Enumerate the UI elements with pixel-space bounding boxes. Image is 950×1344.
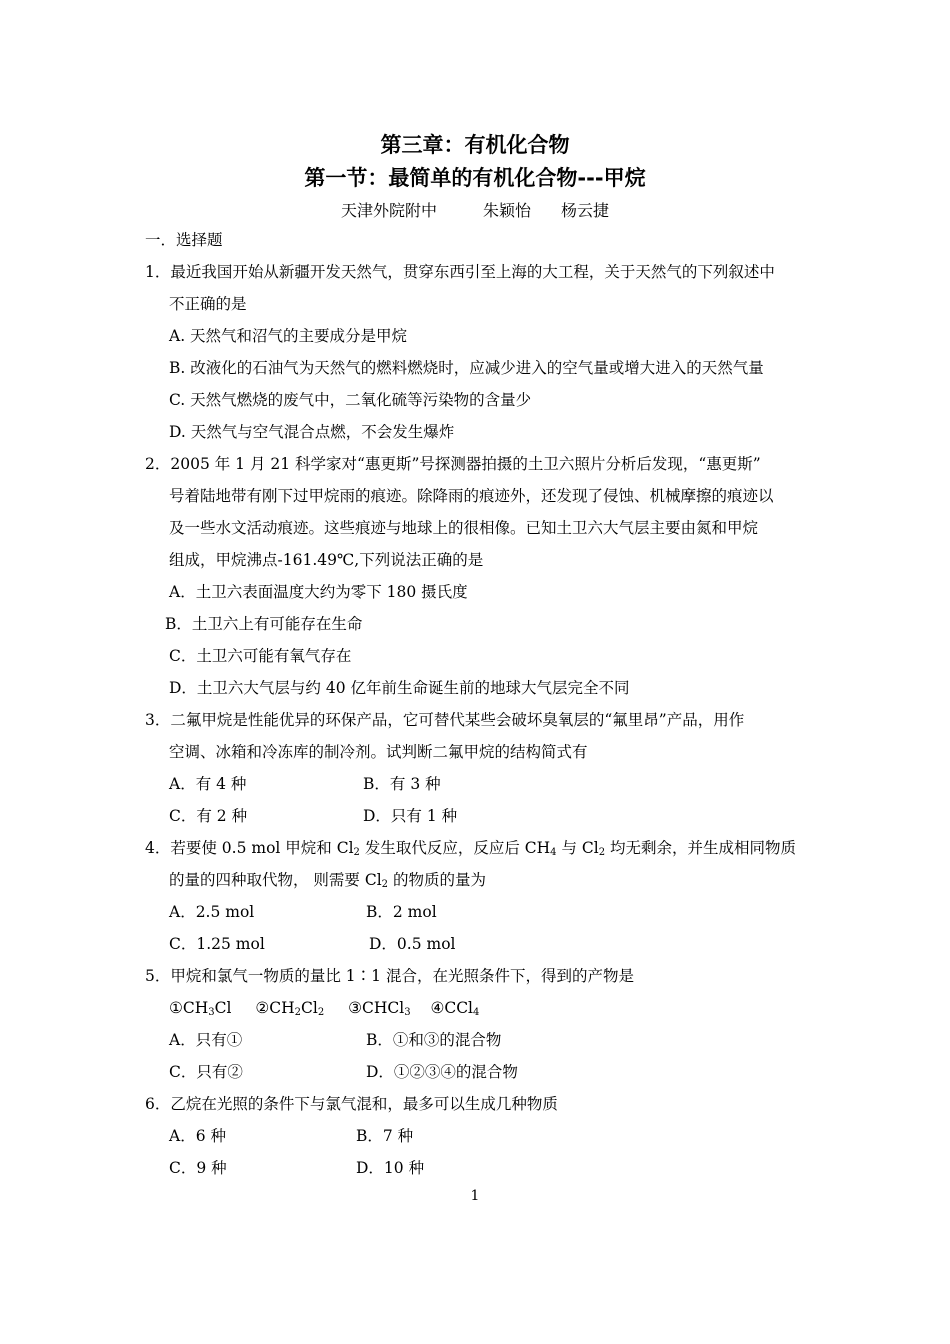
question-4-option-c: C．1.25 mol bbox=[169, 935, 265, 953]
page-number: 1 bbox=[470, 1188, 480, 1204]
product-1: $①CH_3Cl$ bbox=[169, 999, 232, 1018]
question-3-option-d: D．只有 1 种 bbox=[363, 807, 458, 825]
question-2-line-2: 号着陆地带有刚下过甲烷雨的痕迹。除降雨的痕迹外，还发现了侵蚀、机械摩擦的痕迹以 bbox=[169, 487, 774, 505]
question-1-option-d: D. 天然气与空气混合点燃，不会发生爆炸 bbox=[169, 423, 455, 441]
question-4-option-d: D．0.5 mol bbox=[369, 935, 456, 953]
question-1-option-c: C. 天然气燃烧的废气中，二氧化硫等污染物的含量少 bbox=[169, 391, 532, 409]
section-title: 第一节：最简单的有机化合物---甲烷 bbox=[304, 166, 646, 190]
question-1-option-b: B. 改液化的石油气为天然气的燃料燃烧时，应减少进入的空气量或增大进入的天然气量 bbox=[169, 359, 764, 377]
question-6-option-a: A．6 种 bbox=[169, 1127, 226, 1145]
question-3-option-c: C．有 2 种 bbox=[169, 807, 248, 825]
question-1-line-2: 不正确的是 bbox=[169, 295, 247, 313]
product-4: ④CCl$_4$ bbox=[430, 999, 480, 1018]
question-5-option-d: D．①②③④的混合物 bbox=[366, 1063, 518, 1081]
question-2-option-d: D．土卫六大气层与约 40 亿年前生命诞生前的地球大气层完全不同 bbox=[169, 679, 630, 697]
question-2-line-4: 组成，甲烷沸点-161.49℃,下列说法正确的是 bbox=[169, 551, 484, 569]
question-5-option-c: C．只有② bbox=[169, 1063, 243, 1081]
author-school: 天津外院附中 bbox=[340, 201, 437, 220]
question-2-line-3: 及一些水文活动痕迹。这些痕迹与地球上的很相像。已知土卫六大气层主要由氮和甲烷 bbox=[169, 519, 759, 537]
question-2-option-b: B．土卫六上有可能存在生命 bbox=[165, 615, 363, 633]
question-1-option-a: A. 天然气和沼气的主要成分是甲烷 bbox=[169, 327, 408, 345]
question-4-line-1: 4．若要使 0.5 mol 甲烷和 $Cl_2$ 发生取代反应，反应后 $CH_4$ 与 $Cl_2$ 均无剩余，并生成相同物质 bbox=[145, 839, 796, 858]
question-3-line-2: 空调、冰箱和冷冻库的制冷剂。试判断二氟甲烷的结构简式有 bbox=[169, 743, 588, 761]
question-4-line-2: 的量的四种取代物， 则需要 $Cl_2$ 的物质的量为 bbox=[169, 871, 486, 890]
question-5-option-a: A．只有① bbox=[169, 1031, 243, 1049]
question-5-line-1: 5．甲烷和氯气一物质的量比 1∶1 混合，在光照条件下，得到的产物是 bbox=[145, 967, 634, 985]
product-2: $②CH_2Cl_2$ bbox=[255, 999, 325, 1018]
question-2-line-1: 2．2005 年 1 月 21 科学家对“惠更斯”号探测器拍摄的土卫六照片分析后发现，“惠更斯” bbox=[145, 455, 761, 473]
chapter-title: 第三章：有机化合物 bbox=[380, 133, 570, 157]
question-6-option-d: D．10 种 bbox=[356, 1159, 425, 1177]
question-6-option-b: B．7 种 bbox=[356, 1127, 414, 1145]
question-3-line-1: 3．二氟甲烷是性能优异的环保产品，它可替代某些会破坏臭氧层的“氟里昂”产品，用作 bbox=[145, 711, 745, 729]
question-2-option-a: A．土卫六表面温度大约为零下 180 摄氏度 bbox=[169, 583, 468, 601]
part-heading: 一．选择题 bbox=[145, 231, 223, 249]
question-4-option-b: B．2 mol bbox=[366, 903, 437, 921]
question-6-line-1: 6．乙烷在光照的条件下与氯气混和，最多可以生成几种物质 bbox=[145, 1095, 558, 1113]
question-3-option-a: A．有 4 种 bbox=[169, 775, 247, 793]
authors-line bbox=[0, 198, 950, 221]
question-5-option-b: B．①和③的混合物 bbox=[366, 1031, 502, 1049]
question-1-line-1: 1．最近我国开始从新疆开发天然气，贯穿东西引至上海的大工程，关于天然气的下列叙述中 bbox=[145, 263, 775, 281]
author-name-2: 杨云捷 bbox=[561, 201, 610, 220]
question-6-option-c: C．9 种 bbox=[169, 1159, 227, 1177]
question-3-option-b: B．有 3 种 bbox=[363, 775, 441, 793]
question-2-option-c: C．土卫六可能有氧气存在 bbox=[169, 647, 352, 665]
question-4-option-a: A．2.5 mol bbox=[169, 903, 255, 921]
product-3: ③CHCl$_3$ bbox=[348, 999, 411, 1018]
author-name-1: 朱颖怡 bbox=[482, 201, 531, 220]
question-5-products bbox=[169, 998, 479, 1023]
